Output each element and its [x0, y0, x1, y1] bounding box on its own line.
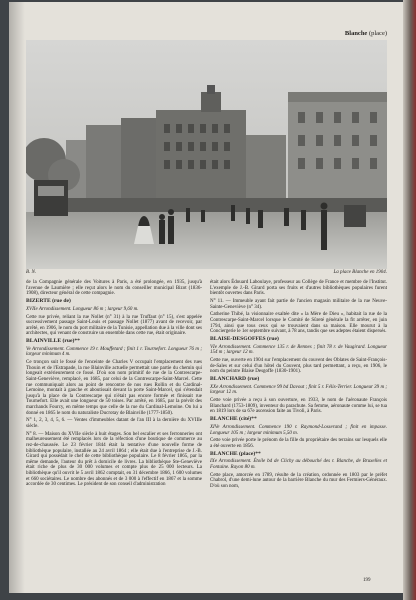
- running-head: [307, 30, 387, 37]
- book-edge: [403, 0, 416, 600]
- body-paragraph: Cette rue, ouverte en 1904 sur l'emplacement du couvent des Oblates de Saint-François-de-Sales et sur celui d'un hôtel du Couvent, plus tard permettant, a reçu, en 1906, le nom du peintre Blaise Desgoffe (1830-1901).: [210, 358, 387, 375]
- entry-heading: BLANCHE (cité)**: [210, 416, 257, 423]
- body-paragraph: était alors Édouard Laboulaye, professeur au Collège de France et membre de l'Institut. L'exemple de J.-B. Girard porta ses fruits et d'autres bibliothèques populaires furent bientôt ouvertes dans Paris.: [210, 280, 387, 297]
- entry-heading: BLAISE-DESGOFFES (rue): [210, 335, 279, 342]
- photo-credit: B. N.: [26, 270, 37, 275]
- right-column: [210, 280, 387, 492]
- street-photograph: [26, 40, 387, 269]
- body-paragraph: Cette rue privée, reliant la rue Nollet (n° 31) à la rue Truffaut (n° 15), s'est appelée successivement passage Saint-Louis et passage Nollet (1877) avant de recevoir, par arrêté, en 1906, le nom du port militaire de la Tunisie, appellation due à la ville dont ses architectes, qui venant de construire un ensemble dans cette rue, était originaire.: [26, 314, 202, 337]
- left-column: [26, 280, 202, 490]
- gutter-shadow: [9, 2, 25, 593]
- entry-heading: BLAINVILLE (rue)**: [26, 338, 80, 345]
- entry-location: XXe Arrondissement. Commence 99 bd Davout ; finit 5 r. Félix-Terrier. Longueur 39 m ; largeur 12 m.: [210, 384, 387, 396]
- body-paragraph: Ce tronçon suit le fossé de l'enceinte de Charles V occupait l'emplacement des rues Thouin et de l'Estrapade, la rue Blainville actuelle permettait une partie du chemin qui longeait extérieurement ce fossé. D'où son nom primitif de rue de la Contrescarpe-Saint-Geneviève, remplacé, en 1685, par celui de la Contrescarpe-Saint-Marcel. Cette rue communiquait alors au point de rencontre de nos rues Rollin et du Cardinal-Lemoine, montait à gauche et aboutissait devant la porte Saint-Marcel, qui s'étendait jusqu'à la place de la Contrescarpe qui n'était pas encore formée et finissait rue Tournefort. Elle avait une longueur de 50 toises. Par arrêté, en 1685, par la prévôt des marchands Fourcy, en même temps que celle de la rue du Cardinal-Lemoine. On lui a donné en 1865 le nom du naturaliste Ducrotay de Blainville (1777-1850).: [26, 360, 202, 416]
- body-paragraph: N° 1, 2, 3, 4, 5, 6. — Ventes d'immeubles datant de l'an III à la dernière du XVIIIe siècle.: [26, 418, 202, 429]
- street-photograph-drawing: [26, 40, 387, 269]
- body-paragraph: Catherine Thibé, la visionnaire exaltée dite « la Mère de Dieu », habitait la rue de la Contrescarpe-Saint-Marcel lorsque le Comité de Sûreté générale la fit arrêter, en juin 1794, ainsi que tous ceux qui se trouvaient dans sa maison. Elle mourut à la Conciergerie le 1er septembre suivant, à 78 ans, tandis que ses adeptes étaient dispersés.: [210, 312, 387, 335]
- entry-location: XVIIe Arrondissement. Longueur 86 m ; largeur 9,60 m.: [26, 306, 139, 312]
- body-paragraph: Cette place, amorcée en 1789, résulte de la création, ordonnée en 1803 par le préfet Chabrol, d'une demi-lune autour de la barrière Blanche du mur des Fermiers-Généraux. D'où son nom,: [210, 472, 387, 490]
- entry-location: Ve Arrondissement. Commence 19 r. Mouffetard ; finit 1 r. Tournefort. Longueur 76 m ; largeur minimum 4 m.: [26, 346, 202, 358]
- entry-location: IXe Arrondissement. Étoile bd de Clichy au débouché des r. Blanche, de Bruxelles et Fontaine. Rayon 80 m.: [210, 459, 387, 471]
- entry-location: VIe Arrondissement. Commence 135 r. de Rennes ; finit 78 r. de Vaugirard. Longueur 154 m ; largeur 12 m.: [210, 344, 387, 356]
- entry-heading: BLANCHARD (rue): [210, 376, 260, 383]
- running-head-name: Blanche: [344, 30, 368, 37]
- photo-caption: La place Blanche en 1904.: [333, 270, 387, 275]
- page-number: 199: [363, 578, 371, 583]
- entry-location: XIVe Arrondissement. Commence 190 r. Raymond-Losserand ; finit en impasse. Longueur 105 m ; largeur minimum 5,50 m.: [210, 424, 387, 436]
- running-head-suffix: (place): [368, 30, 387, 37]
- entry-heading: BLANCHE (place)**: [210, 450, 261, 457]
- entry-heading: BIZERTE (rue de): [26, 297, 71, 304]
- body-paragraph: de la Compagnie générale des Voitures à Paris, a été prolongée, en 1935, jusqu'à l'avenue de Laumière ; elle reçut alors le nom du conseiller municipal Bizot (1836-1908), directeur général de cette compagnie.: [26, 280, 202, 297]
- body-paragraph: Cette voie privée a reçu à son ouverture, en 1933, le nom de l'aéronaute François Blanchard (1753-1809), inventeur du parachute. Sa femme, aéronaute comme lui, se tua en 1819 lors de sa 67e ascension faite au Tivoli, à Paris.: [210, 398, 387, 415]
- body-paragraph: N° 8. — Maison du XVIIe siècle à huit étages. Son bel escalier et ses ferronneries ont malheureusement été remplacés lors de la réfection d'une boutique de commerce au rez-de-chaussée. Le 23 février 1844 était la tentative d'une nouvelle forme de bibliothèque populaire, installée au 24 avril 1864 ; elle était due à l'entreprise de J.-B. Girard qui possédait le chef de cette bibliothèque populaire. Le 8 février 1865, par la même demande, l'auteur du prêt à domicile de livres. La bibliothèque Ste-Geneviève était riche de plus de 30 000 volumes et compte plus de 25 000 lecteurs. La bibliothèque qu'il ouvrit le 5 avril 1862 comptait, en 31 décembre 1866, 1 600 volumes et 660 sociétaires. Le nombre des abonnés et de 3 000 à l'effectif en 1867 et la somme accordée de 30 centimes. Le président de son conseil d'administration: [26, 431, 202, 488]
- body-paragraph: Cette voie privée porte le prénom de la fille du propriétaire des terrains sur lesquels elle a été ouverte en 1856.: [210, 438, 387, 449]
- body-paragraph: N° 11. — Immeuble ayant fait partie de l'ancien magasin militaire de la rue Neuve-Sainte-Geneviève (n° 34).: [210, 298, 387, 310]
- book-page: [9, 2, 403, 593]
